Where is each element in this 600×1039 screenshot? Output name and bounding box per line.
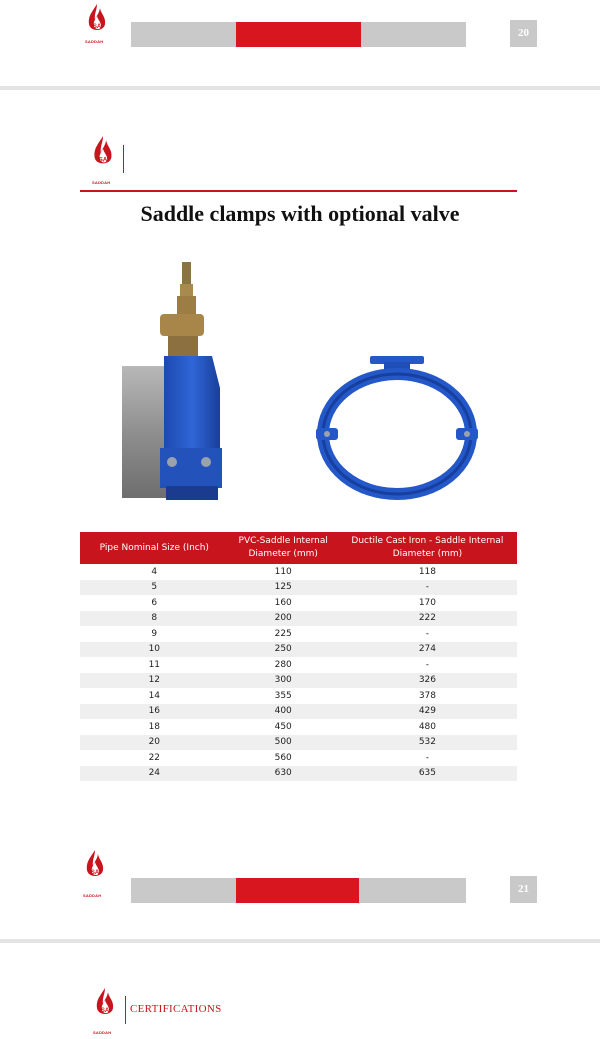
cell-ductile-diameter: - (425, 659, 430, 670)
cell-pipe-size: 14 (148, 690, 161, 701)
cell-pvc-diameter: 250 (229, 642, 338, 658)
brand-label: SADDAH (83, 893, 102, 898)
title-rule (80, 190, 517, 192)
cell-pvc-diameter: 300 (229, 673, 338, 689)
cell-pvc-diameter: 225 (274, 628, 292, 639)
table-row (80, 580, 517, 596)
flame-logo-icon (86, 134, 120, 176)
cell-ductile-diameter: 118 (418, 566, 436, 577)
cell-ductile-diameter: 170 (418, 597, 436, 608)
table-row (80, 719, 517, 735)
page-title: Saddle clamps with optional valve (140, 201, 460, 226)
cell-pvc-diameter: 560 (274, 752, 292, 763)
section-title-certifications: CERTIFICATIONS (130, 1003, 222, 1015)
saddle-size-table (80, 532, 517, 781)
column-header-pvc-diameter: PVC-Saddle Internal Diameter (mm) (229, 532, 338, 564)
footer-progress-bar-highlight (236, 878, 359, 903)
cell-pipe-size: 22 (148, 752, 161, 763)
cell-pvc-diameter: 200 (229, 611, 338, 627)
flame-logo-icon (82, 2, 112, 42)
brand-label: SADDAH (93, 1030, 112, 1035)
svg-text:SA: SA (100, 1008, 110, 1014)
cell-pipe-size: 11 (148, 659, 161, 670)
logo-divider (123, 145, 124, 173)
saddle-clamp-with-valve-image (120, 258, 230, 523)
cell-pipe-size: 24 (80, 766, 229, 782)
cell-pipe-size: 6 (151, 597, 158, 608)
table-row (80, 611, 517, 627)
page-separator (0, 86, 600, 90)
cell-pvc-diameter: 280 (274, 659, 292, 670)
cell-pvc-diameter: 450 (274, 721, 292, 732)
cell-ductile-diameter: 326 (338, 673, 517, 689)
cell-ductile-diameter: - (425, 752, 430, 763)
cell-ductile-diameter: - (425, 628, 430, 639)
table-row (80, 595, 517, 611)
cell-pvc-diameter: 110 (274, 566, 292, 577)
table-row (80, 657, 517, 673)
column-header-ductile-diameter: Ductile Cast Iron - Saddle Internal Diameter (mm) (338, 532, 517, 564)
cell-pipe-size: 10 (80, 642, 229, 658)
cell-pipe-size: 4 (151, 566, 158, 577)
cell-pvc-diameter: 125 (229, 580, 338, 596)
table-row (80, 704, 517, 720)
table-row (80, 673, 517, 689)
cell-pvc-diameter: 400 (229, 704, 338, 720)
page-number: 21 (510, 876, 537, 903)
brand-label: SADDAH (92, 180, 111, 185)
cell-ductile-diameter: 532 (338, 735, 517, 751)
cell-ductile-diameter: 480 (418, 721, 436, 732)
page-separator (0, 939, 600, 943)
cell-pipe-size: 8 (80, 611, 229, 627)
cell-ductile-diameter: 635 (338, 766, 517, 782)
cell-pipe-size: 20 (80, 735, 229, 751)
cell-pipe-size: 9 (151, 628, 158, 639)
table-row (80, 626, 517, 642)
svg-text:SA: SA (90, 870, 100, 876)
table-header-row (80, 532, 517, 564)
table-row (80, 766, 517, 782)
svg-text:SA: SA (92, 24, 102, 30)
flame-logo-icon (90, 986, 120, 1026)
logo-divider (125, 996, 126, 1024)
ductile-iron-saddle-image (312, 352, 482, 507)
cell-ductile-diameter: 378 (418, 690, 436, 701)
column-header-pipe-size: Pipe Nominal Size (Inch) (80, 532, 229, 564)
cell-pvc-diameter: 630 (229, 766, 338, 782)
cell-ductile-diameter: 429 (338, 704, 517, 720)
page-number: 20 (510, 20, 537, 47)
table-row (80, 564, 517, 580)
cell-pvc-diameter: 355 (274, 690, 292, 701)
table-row (80, 642, 517, 658)
table-row (80, 688, 517, 704)
cell-ductile-diameter: - (338, 580, 517, 596)
header-progress-bar-highlight (236, 22, 361, 47)
table-row (80, 735, 517, 751)
cell-pipe-size: 12 (80, 673, 229, 689)
cell-ductile-diameter: 274 (338, 642, 517, 658)
cell-pvc-diameter: 160 (274, 597, 292, 608)
cell-ductile-diameter: 222 (338, 611, 517, 627)
cell-pipe-size: 5 (80, 580, 229, 596)
svg-text:SA: SA (98, 156, 108, 164)
brand-label: SADDAH (85, 39, 104, 44)
flame-logo-icon (80, 848, 110, 888)
cell-pvc-diameter: 500 (229, 735, 338, 751)
cell-pipe-size: 18 (148, 721, 161, 732)
table-row (80, 750, 517, 766)
cell-pipe-size: 16 (80, 704, 229, 720)
